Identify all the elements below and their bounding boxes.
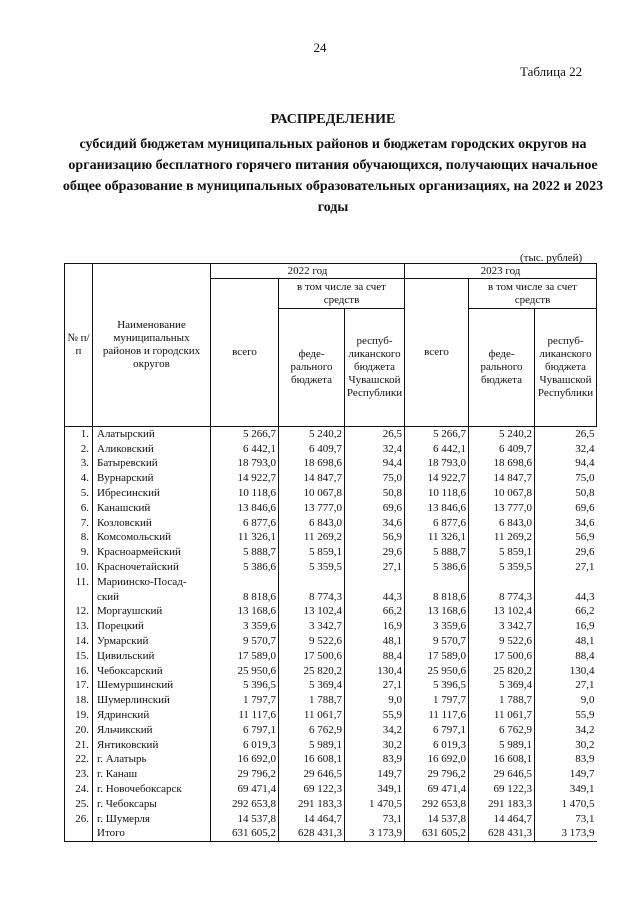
row-number-empty — [65, 590, 93, 605]
row-value: 11 326,1 — [405, 531, 469, 546]
row-value: 1 788,7 — [469, 693, 535, 708]
row-value: 6 762,9 — [279, 723, 345, 738]
row-value: 9,0 — [345, 693, 405, 708]
table-row — [65, 427, 597, 442]
row-value: 73,1 — [345, 812, 405, 827]
row-name: Аликовский — [93, 442, 211, 457]
row-value: 1 470,5 — [535, 797, 597, 812]
row-number: 11. — [65, 575, 93, 590]
row-value: 3 173,9 — [345, 827, 405, 842]
row-value: 56,9 — [535, 531, 597, 546]
row-value: 6 409,7 — [469, 442, 535, 457]
row-name: Комсомольский — [93, 531, 211, 546]
row-value: 3 359,6 — [211, 619, 279, 634]
table-row — [65, 516, 597, 531]
row-number: 16. — [65, 664, 93, 679]
row-value: 130,4 — [345, 664, 405, 679]
row-value: 32,4 — [535, 442, 597, 457]
row-value: 8 818,6 — [211, 590, 279, 605]
row-value: 5 888,7 — [211, 545, 279, 560]
row-number: 14. — [65, 634, 93, 649]
row-name: Шумерлинский — [93, 693, 211, 708]
row-value: 3 342,7 — [279, 619, 345, 634]
row-value: 6 797,1 — [211, 723, 279, 738]
table-row — [65, 738, 597, 753]
row-value: 27,1 — [345, 560, 405, 575]
table-row — [65, 649, 597, 664]
row-number: 2. — [65, 442, 93, 457]
row-name: Канашский — [93, 501, 211, 516]
row-value: 16 608,1 — [279, 753, 345, 768]
row-value: 6 409,7 — [279, 442, 345, 457]
row-value: 11 117,6 — [405, 708, 469, 723]
row-name-continuation: ский — [93, 590, 211, 605]
row-name: Яльчикский — [93, 723, 211, 738]
table-row — [65, 619, 597, 634]
row-value: 5 989,1 — [469, 738, 535, 753]
row-empty-cell — [535, 575, 597, 590]
row-value: 349,1 — [535, 782, 597, 797]
row-value: 6 019,3 — [405, 738, 469, 753]
row-value: 13 102,4 — [469, 605, 535, 620]
table-row — [65, 442, 597, 457]
row-value: 5 859,1 — [469, 545, 535, 560]
header-num: № п/п — [65, 264, 93, 427]
table-row — [65, 782, 597, 797]
row-value: 6 762,9 — [469, 723, 535, 738]
row-value: 73,1 — [535, 812, 597, 827]
row-value: 291 183,3 — [279, 797, 345, 812]
row-value: 3 359,6 — [405, 619, 469, 634]
row-value: 26,5 — [535, 427, 597, 442]
row-value: 75,0 — [535, 471, 597, 486]
row-value: 17 589,0 — [405, 649, 469, 664]
row-value: 50,8 — [345, 486, 405, 501]
row-number: 6. — [65, 501, 93, 516]
row-value: 16 692,0 — [211, 753, 279, 768]
row-number — [65, 827, 93, 842]
row-value: 628 431,3 — [469, 827, 535, 842]
row-value: 1 788,7 — [279, 693, 345, 708]
row-value: 25 950,6 — [405, 664, 469, 679]
row-value: 14 847,7 — [279, 471, 345, 486]
row-number: 4. — [65, 471, 93, 486]
table-row — [65, 457, 597, 472]
header-name: Наименование муниципальных районов и городских округов — [93, 264, 211, 427]
row-value: 88,4 — [535, 649, 597, 664]
row-value: 55,9 — [535, 708, 597, 723]
row-value: 5 369,4 — [469, 679, 535, 694]
row-value: 27,1 — [345, 679, 405, 694]
row-value: 14 922,7 — [211, 471, 279, 486]
row-value: 29 646,5 — [279, 767, 345, 782]
row-value: 34,6 — [535, 516, 597, 531]
row-value: 27,1 — [535, 679, 597, 694]
row-value: 349,1 — [345, 782, 405, 797]
row-value: 13 168,6 — [211, 605, 279, 620]
row-name: Батыревский — [93, 457, 211, 472]
row-value: 130,4 — [535, 664, 597, 679]
header-republic-2023: республиканского бюджета Чувашской Республики — [535, 309, 597, 427]
row-value: 9 570,7 — [405, 634, 469, 649]
row-value: 69 122,3 — [469, 782, 535, 797]
row-value: 631 605,2 — [405, 827, 469, 842]
header-total-2023: всего — [405, 279, 469, 427]
row-value: 27,1 — [535, 560, 597, 575]
row-value: 25 950,6 — [211, 664, 279, 679]
row-value: 11 269,2 — [279, 531, 345, 546]
units-label: (тыс. рублей) — [520, 252, 583, 264]
row-value: 11 061,7 — [279, 708, 345, 723]
table-row — [65, 753, 597, 768]
table-row — [65, 545, 597, 560]
row-number: 5. — [65, 486, 93, 501]
row-value: 6 877,6 — [405, 516, 469, 531]
row-value: 292 653,8 — [405, 797, 469, 812]
row-value: 30,2 — [535, 738, 597, 753]
row-value: 69 471,4 — [211, 782, 279, 797]
header-year-2023: 2023 год — [405, 264, 597, 279]
row-name: Шемуршинский — [93, 679, 211, 694]
table-row — [65, 575, 597, 590]
table-row — [65, 797, 597, 812]
row-value: 5 396,5 — [211, 679, 279, 694]
row-value: 11 117,6 — [211, 708, 279, 723]
row-empty-cell — [405, 575, 469, 590]
row-value: 29,6 — [535, 545, 597, 560]
row-value: 628 431,3 — [279, 827, 345, 842]
header-incl-2023: в том числе за счет средств — [469, 279, 597, 309]
row-value: 48,1 — [535, 634, 597, 649]
row-value: 13 777,0 — [279, 501, 345, 516]
row-value: 3 173,9 — [535, 827, 597, 842]
row-value: 34,2 — [345, 723, 405, 738]
document-subtitle: субсидий бюджетам муниципальных районов и бюджетам городских округов на организацию бесплатного горячего питания обучающихся, получающих начальное общее образование в муниципальных образовательных организациях, на 2022 и 2023 годы — [62, 137, 604, 215]
row-value: 10 067,8 — [469, 486, 535, 501]
row-value: 50,8 — [535, 486, 597, 501]
row-name: Мариинско-Посад- — [93, 575, 211, 590]
row-number: 26. — [65, 812, 93, 827]
row-empty-cell — [279, 575, 345, 590]
table-row — [65, 664, 597, 679]
row-value: 14 847,7 — [469, 471, 535, 486]
document-title: РАСПРЕДЕЛЕНИЕ — [270, 112, 396, 127]
row-value: 149,7 — [345, 767, 405, 782]
row-value: 6 442,1 — [405, 442, 469, 457]
row-name: Итого — [93, 827, 211, 842]
row-value: 13 102,4 — [279, 605, 345, 620]
table-row — [65, 634, 597, 649]
row-name: Цивильский — [93, 649, 211, 664]
row-value: 149,7 — [535, 767, 597, 782]
row-value: 5 396,5 — [405, 679, 469, 694]
row-number: 1. — [65, 427, 93, 442]
header-federal-2022: федерального бюджета — [279, 309, 345, 427]
row-value: 16 608,1 — [469, 753, 535, 768]
row-value: 18 793,0 — [405, 457, 469, 472]
row-name: г. Шумерля — [93, 812, 211, 827]
row-number: 22. — [65, 753, 93, 768]
row-value: 69,6 — [345, 501, 405, 516]
row-number: 9. — [65, 545, 93, 560]
row-value: 69,6 — [535, 501, 597, 516]
table-row — [65, 605, 597, 620]
table-row — [65, 501, 597, 516]
row-name: Чебоксарский — [93, 664, 211, 679]
row-value: 69 471,4 — [405, 782, 469, 797]
row-value: 6 877,6 — [211, 516, 279, 531]
row-value: 11 061,7 — [469, 708, 535, 723]
row-value: 44,3 — [535, 590, 597, 605]
row-value: 14 537,8 — [405, 812, 469, 827]
row-value: 32,4 — [345, 442, 405, 457]
row-name: Вурнарский — [93, 471, 211, 486]
table-row — [65, 560, 597, 575]
row-value: 9 522,6 — [469, 634, 535, 649]
row-value: 14 464,7 — [469, 812, 535, 827]
row-value: 48,1 — [345, 634, 405, 649]
row-value: 29 646,5 — [469, 767, 535, 782]
row-value: 44,3 — [345, 590, 405, 605]
row-value: 292 653,8 — [211, 797, 279, 812]
row-number: 7. — [65, 516, 93, 531]
row-number: 17. — [65, 679, 93, 694]
row-value: 16 692,0 — [405, 753, 469, 768]
row-value: 8 774,3 — [279, 590, 345, 605]
row-value: 11 326,1 — [211, 531, 279, 546]
row-value: 5 369,4 — [279, 679, 345, 694]
row-number: 19. — [65, 708, 93, 723]
page-number: 24 — [313, 40, 327, 55]
row-number: 20. — [65, 723, 93, 738]
row-value: 30,2 — [345, 738, 405, 753]
row-name: Козловский — [93, 516, 211, 531]
table-body — [65, 427, 597, 842]
row-number: 21. — [65, 738, 93, 753]
row-name: Янтиковский — [93, 738, 211, 753]
row-value: 16,9 — [535, 619, 597, 634]
table-row-continuation — [65, 590, 597, 605]
row-number: 15. — [65, 649, 93, 664]
row-value: 5 989,1 — [279, 738, 345, 753]
row-value: 5 888,7 — [405, 545, 469, 560]
row-value: 6 019,3 — [211, 738, 279, 753]
row-name: Ибресинский — [93, 486, 211, 501]
row-value: 18 698,6 — [279, 457, 345, 472]
row-number: 12. — [65, 605, 93, 620]
row-value: 5 240,2 — [279, 427, 345, 442]
row-number: 10. — [65, 560, 93, 575]
row-value: 56,9 — [345, 531, 405, 546]
row-name: Красноармейский — [93, 545, 211, 560]
row-value: 10 067,8 — [279, 486, 345, 501]
row-number: 23. — [65, 767, 93, 782]
row-value: 6 843,0 — [469, 516, 535, 531]
row-value: 13 777,0 — [469, 501, 535, 516]
row-value: 69 122,3 — [279, 782, 345, 797]
table-row — [65, 767, 597, 782]
row-value: 25 820,2 — [279, 664, 345, 679]
row-name: г. Алатырь — [93, 753, 211, 768]
header-republic-2022: республиканского бюджета Чувашской Республики — [345, 309, 405, 427]
row-value: 5 386,6 — [405, 560, 469, 575]
row-value: 34,6 — [345, 516, 405, 531]
row-value: 8 818,6 — [405, 590, 469, 605]
header-total-2022: всего — [211, 279, 279, 427]
row-value: 5 266,7 — [405, 427, 469, 442]
row-value: 5 386,6 — [211, 560, 279, 575]
row-name: г. Чебоксары — [93, 797, 211, 812]
row-value: 66,2 — [535, 605, 597, 620]
row-value: 10 118,6 — [211, 486, 279, 501]
row-value: 18 698,6 — [469, 457, 535, 472]
header-federal-2023: федерального бюджета — [469, 309, 535, 427]
row-value: 3 342,7 — [469, 619, 535, 634]
row-value: 94,4 — [535, 457, 597, 472]
table-label: Таблица 22 — [520, 64, 583, 79]
row-number: 25. — [65, 797, 93, 812]
row-value: 83,9 — [345, 753, 405, 768]
row-value: 10 118,6 — [405, 486, 469, 501]
row-value: 75,0 — [345, 471, 405, 486]
row-empty-cell — [469, 575, 535, 590]
row-value: 1 797,7 — [211, 693, 279, 708]
header-incl-2022: в том числе за счет средств — [279, 279, 405, 309]
row-value: 6 442,1 — [211, 442, 279, 457]
row-empty-cell — [211, 575, 279, 590]
row-value: 17 500,6 — [469, 649, 535, 664]
row-value: 29 796,2 — [405, 767, 469, 782]
row-name: Красночетайский — [93, 560, 211, 575]
row-value: 26,5 — [345, 427, 405, 442]
row-number: 3. — [65, 457, 93, 472]
row-value: 14 922,7 — [405, 471, 469, 486]
row-value: 25 820,2 — [469, 664, 535, 679]
row-value: 13 846,6 — [405, 501, 469, 516]
row-value: 9 570,7 — [211, 634, 279, 649]
table-row — [65, 812, 597, 827]
table-row — [65, 827, 597, 842]
row-value: 94,4 — [345, 457, 405, 472]
row-value: 5 266,7 — [211, 427, 279, 442]
table-row — [65, 679, 597, 694]
subsidy-table — [64, 263, 597, 842]
row-value: 66,2 — [345, 605, 405, 620]
row-value: 1 470,5 — [345, 797, 405, 812]
row-name: Урмарский — [93, 634, 211, 649]
row-value: 16,9 — [345, 619, 405, 634]
row-value: 17 589,0 — [211, 649, 279, 664]
row-number: 13. — [65, 619, 93, 634]
row-value: 11 269,2 — [469, 531, 535, 546]
row-name: Моргаушский — [93, 605, 211, 620]
row-value: 9,0 — [535, 693, 597, 708]
row-value: 18 793,0 — [211, 457, 279, 472]
row-value: 13 168,6 — [405, 605, 469, 620]
table-row — [65, 693, 597, 708]
row-value: 14 537,8 — [211, 812, 279, 827]
row-value: 14 464,7 — [279, 812, 345, 827]
row-value: 5 240,2 — [469, 427, 535, 442]
row-value: 631 605,2 — [211, 827, 279, 842]
row-value: 29 796,2 — [211, 767, 279, 782]
row-number: 18. — [65, 693, 93, 708]
row-value: 29,6 — [345, 545, 405, 560]
row-value: 83,9 — [535, 753, 597, 768]
row-value: 6 797,1 — [405, 723, 469, 738]
row-number: 8. — [65, 531, 93, 546]
row-number: 24. — [65, 782, 93, 797]
row-name: г. Канаш — [93, 767, 211, 782]
table-row — [65, 723, 597, 738]
row-name: Ядринский — [93, 708, 211, 723]
row-value: 6 843,0 — [279, 516, 345, 531]
row-empty-cell — [345, 575, 405, 590]
row-value: 5 859,1 — [279, 545, 345, 560]
row-value: 88,4 — [345, 649, 405, 664]
row-value: 34,2 — [535, 723, 597, 738]
row-value: 291 183,3 — [469, 797, 535, 812]
row-value: 1 797,7 — [405, 693, 469, 708]
row-value: 9 522,6 — [279, 634, 345, 649]
row-name: Порецкий — [93, 619, 211, 634]
table-row — [65, 486, 597, 501]
table-row — [65, 708, 597, 723]
row-value: 5 359,5 — [279, 560, 345, 575]
row-value: 5 359,5 — [469, 560, 535, 575]
table-row — [65, 531, 597, 546]
table-row — [65, 471, 597, 486]
row-value: 55,9 — [345, 708, 405, 723]
row-value: 8 774,3 — [469, 590, 535, 605]
row-value: 13 846,6 — [211, 501, 279, 516]
row-name: Алатырский — [93, 427, 211, 442]
row-name: г. Новочебоксарск — [93, 782, 211, 797]
header-year-2022: 2022 год — [211, 264, 405, 279]
row-value: 17 500,6 — [279, 649, 345, 664]
